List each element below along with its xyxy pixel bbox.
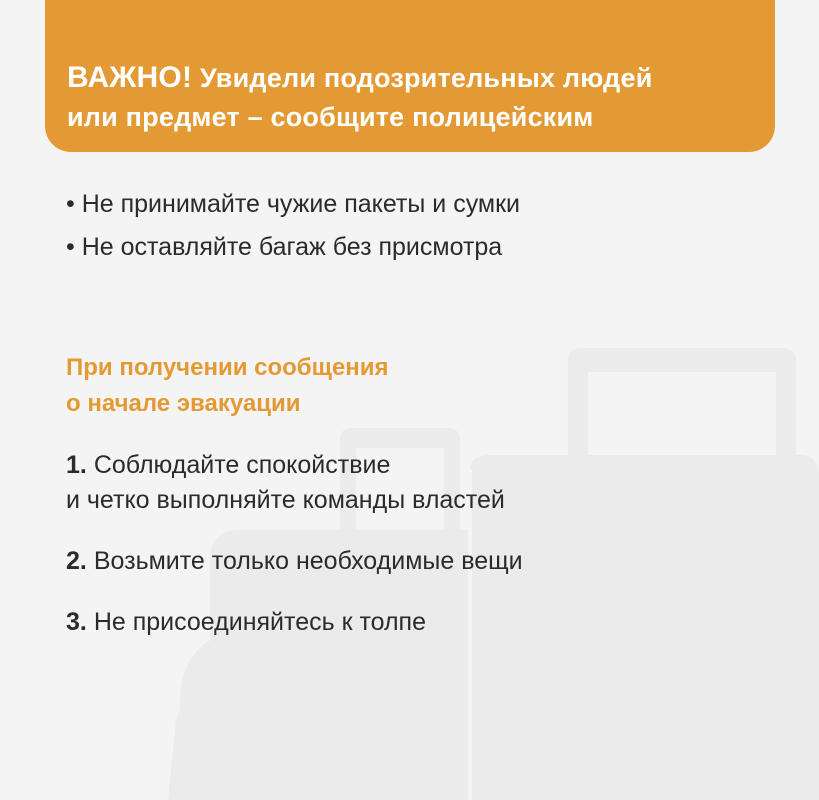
advice-list [66,183,520,269]
advice-item: • Не принимайте чужие пакеты и сумки [66,190,521,218]
advice-item-text: Не оставляйте багаж без присмотра [81,233,503,261]
evacuation-steps [66,448,523,640]
step-text-continued: и четко выполняйте команды властей [66,486,505,514]
evacuation-step [66,544,523,579]
step-text: Соблюдайте спокойствие [93,451,391,479]
step-text: Возьмите только необходимые вещи [93,547,523,575]
step-number: 1. [66,451,87,479]
evacuation-heading [66,350,388,422]
banner-important-label: ВАЖНО! [67,61,193,94]
step-number: 2. [66,547,87,575]
evacuation-heading-line-1: При получении сообщения [66,354,389,381]
advice-item: • Не оставляйте багаж без присмотра [66,233,503,261]
banner-line-2: или предмет – сообщите полицейским [67,102,594,132]
evacuation-step [66,448,523,518]
warning-banner [45,0,775,152]
advice-item-text: Не принимайте чужие пакеты и сумки [81,190,521,218]
banner-line-1 [67,58,775,98]
evacuation-heading-line-2: о начале эвакуации [66,390,301,417]
step-number: 3. [66,608,87,636]
evacuation-step [66,605,523,640]
banner-line-1-text: Увидели подозрительных людей [199,63,653,93]
step-text: Не присоединяйтесь к толпе [93,608,427,636]
